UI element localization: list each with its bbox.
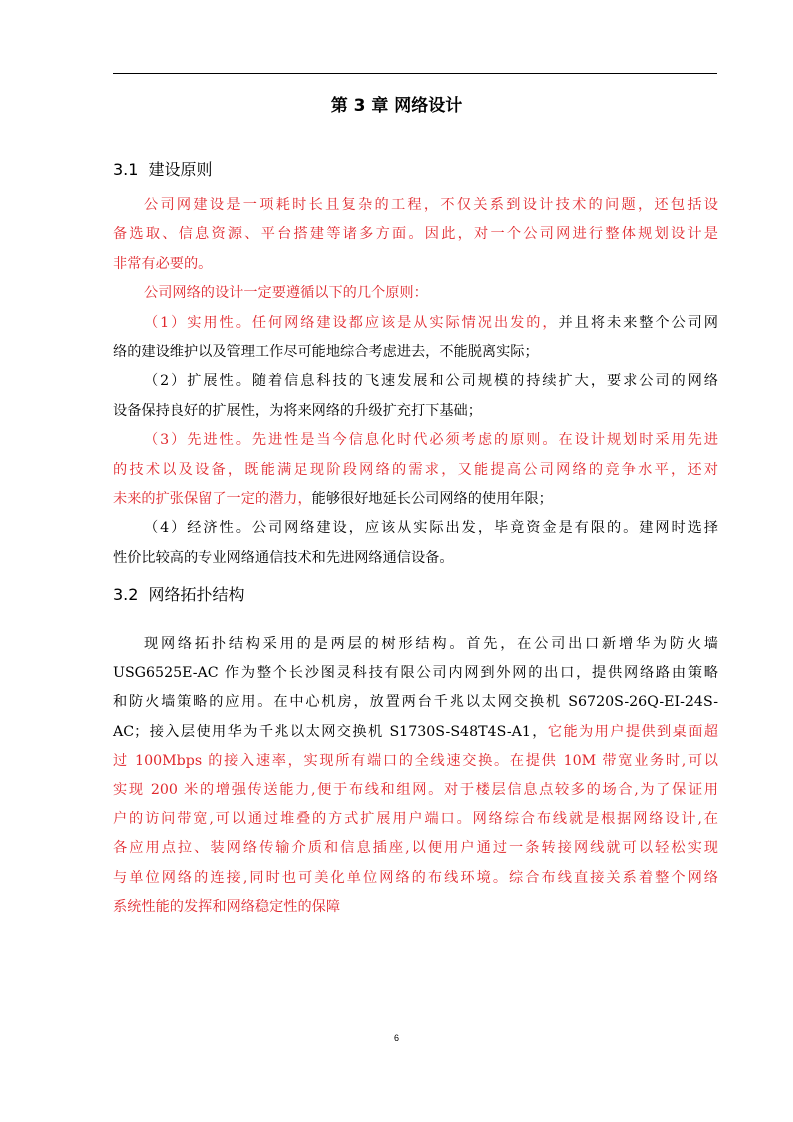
text-line: 实现 200 米的增强传送能力,便于布线和组网。对于楼层信息点较多的场合,为了保证用 <box>113 782 718 799</box>
text-line: 设备保持良好的扩展性，为将来网络的升级扩充打下基础； <box>113 402 482 419</box>
text-line: 的技术以及设备，既能满足现阶段网络的需求，又能提高公司网络的竞争水平，还对 <box>113 461 718 478</box>
text-line: USG6525E-AC 作为整个长沙图灵科技有限公司内网到外网的出口，提供网络路由策略 <box>113 665 718 682</box>
text-line: 非常有必要的。 <box>113 255 213 272</box>
text-line: 公司网建设是一项耗时长且复杂的工程，不仅关系到设计技术的问题，还包括设 <box>144 197 718 213</box>
section-heading-3-1 <box>113 158 212 182</box>
text-line: 系统性能的发挥和网络稳定性的保障 <box>113 898 341 915</box>
text-line: （1）实用性。任何网络建设都应该是从实际情况出发的，并且将未来整个公司网 <box>144 314 718 331</box>
text-line: 络的建设维护以及管理工作尽可能地综合考虑进去，不能脱离实际； <box>113 344 539 361</box>
section-body <box>113 191 718 573</box>
page-number: 6 <box>393 1033 399 1043</box>
text-line: 性价比较高的专业网络通信技术和先进网络通信设备。 <box>113 549 454 566</box>
text-line: 各应用点拉、装网络传输介质和信息插座,以便用户通过一条转接网线就可以轻松实现 <box>113 840 718 857</box>
text-line: 与单位网络的连接,同时也可美化单位网络的布线环境。综合布线直接关系着整个网络 <box>113 869 718 886</box>
text-line: 现网络拓扑结构采用的是两层的树形结构。首先，在公司出口新增华为防火墙 <box>144 636 718 652</box>
text-line: 户的访问带宽,可以通过堆叠的方式扩展用户端口。网络综合布线就是根据网络设计,在 <box>113 811 718 828</box>
section-body <box>113 630 718 922</box>
text-line: 过 100Mbps 的接入速率，实现所有端口的全线速交换。在提供 10M 带宽业务时,可以 <box>113 752 718 769</box>
text-line: 公司网络的设计一定要遵循以下的几个原则： <box>144 285 428 302</box>
text-line: 备选取、信息资源、平台搭建等诸多方面。因此，对一个公司网进行整体规划设计是 <box>113 226 718 243</box>
text-line: （3）先进性。先进性是当今信息化时代必须考虑的原则。在设计规划时采用先进 <box>144 432 718 449</box>
section-title: 建设原则 <box>148 160 213 179</box>
section-number: 3.1 <box>113 160 139 179</box>
section-heading-3-2 <box>113 583 244 607</box>
text-line: （4）经济性。公司网络建设，应该从实际出发，毕竟资金是有限的。建网时选择 <box>144 520 718 537</box>
header-rule <box>113 73 717 74</box>
text-line: 未来的扩张保留了一定的潜力，能够很好地延长公司网络的使用年限； <box>113 491 553 508</box>
text-line: （2）扩展性。随着信息科技的飞速发展和公司规模的持续扩大，要求公司的网络 <box>144 373 718 390</box>
text-line: AC；接入层使用华为千兆以太网交换机 S1730S-S48T4S-A1，它能为用户提供到桌面超 <box>113 723 718 740</box>
chapter-title: 第 3 章 网络设计 <box>330 96 463 116</box>
section-number: 3.2 <box>113 585 139 604</box>
section-title: 网络拓扑结构 <box>148 585 245 604</box>
text-line: 和防火墙策略的应用。在中心机房，放置两台千兆以太网交换机 S6720S-26Q-EI-24S- <box>113 694 718 711</box>
